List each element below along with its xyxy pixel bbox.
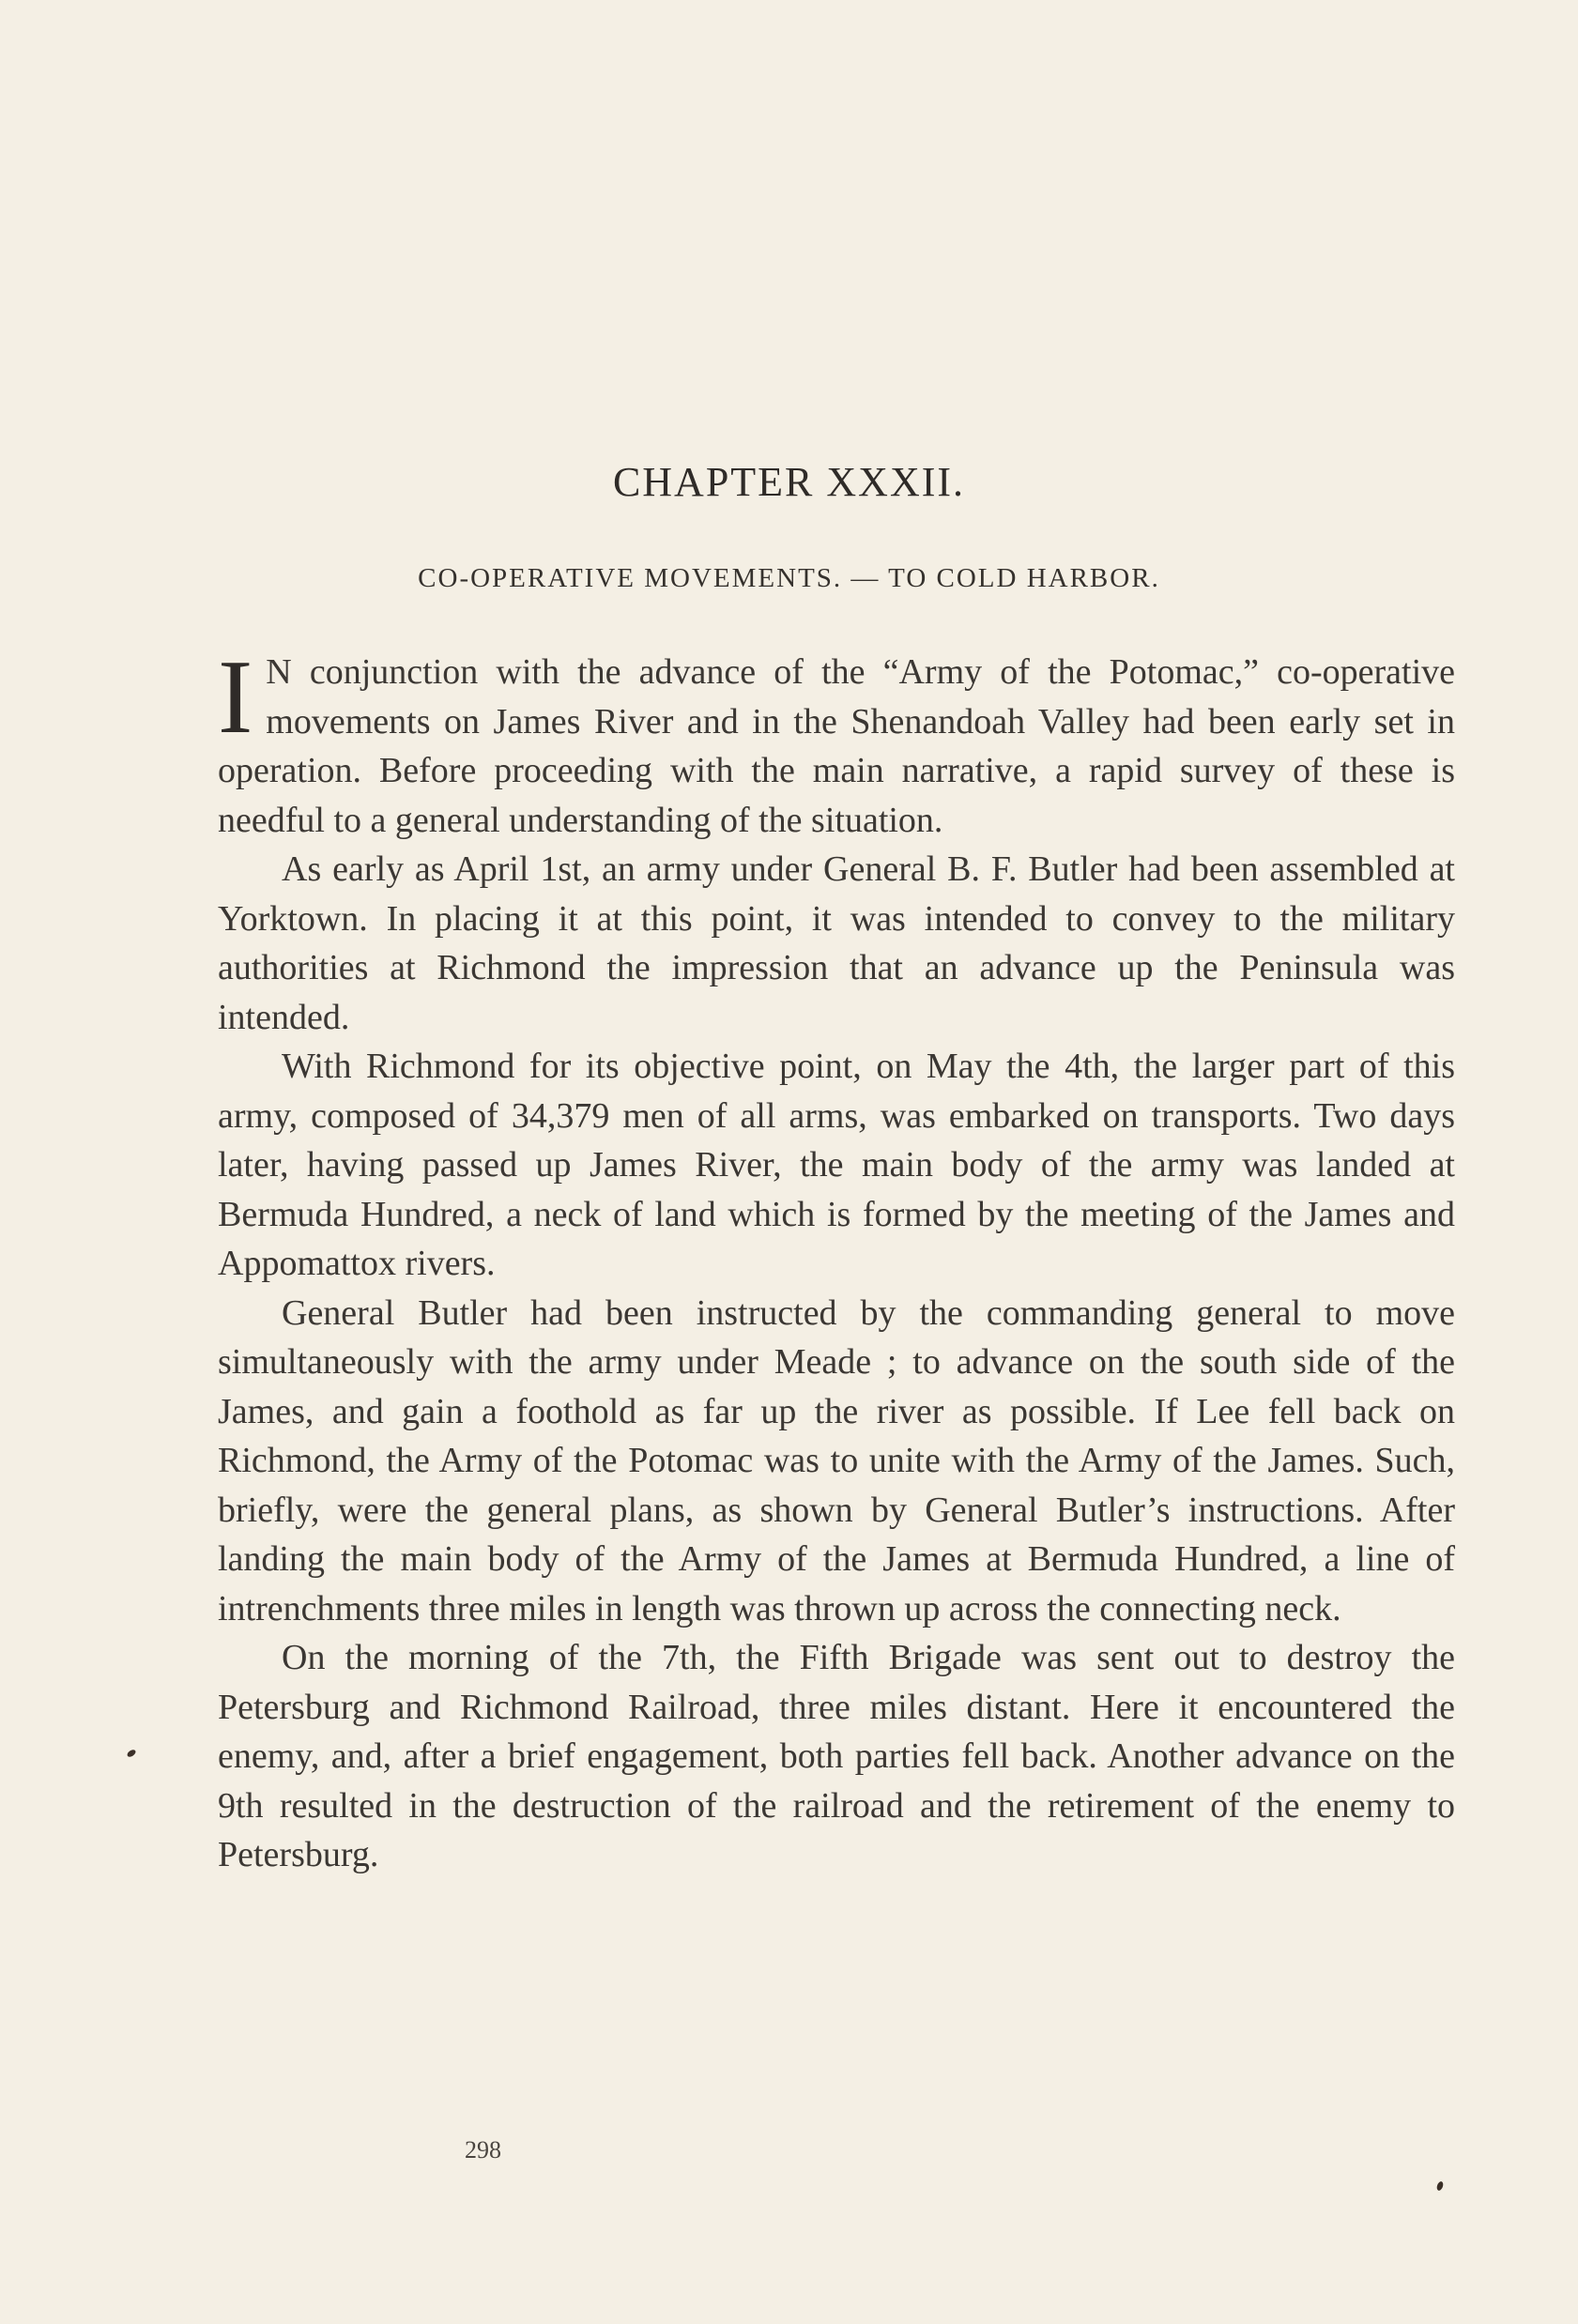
ink-speck-left-mark (126, 1749, 137, 1759)
paragraph-1 (218, 639, 1455, 845)
ink-speck-right-mark (1435, 2180, 1444, 2191)
chapter-subtitle: CO-OPERATIVE MOVEMENTS. — TO COLD HARBOR. (418, 563, 1160, 593)
body-text (218, 639, 1455, 1880)
paragraph-2: As early as April 1st, an army under General B. F. Butler had been assembled at Yorktown. In placing it at this point, it was intended to convey to the military authorities at Richmond the impression that an advance up the Peninsula was intended. (218, 849, 1455, 1037)
chapter-title: CHAPTER XXXII. (612, 459, 966, 505)
ink-speck-left (125, 1748, 138, 1759)
page-number: 298 (465, 2136, 501, 2163)
drop-cap: I (218, 639, 253, 756)
ink-speck-right (1434, 2179, 1446, 2193)
paragraph-1-lead: N (266, 652, 292, 692)
paragraph-5: On the morning of the 7th, the Fifth Brigade was sent out to destroy the Petersburg and Richmond Railroad, three miles distant. Here it encountered the enemy, and, after a brief engagement, both parties fell back. Another advance on the 9th resulted in the destruction of the railroad and the retirement of the enemy to Petersburg. (218, 1638, 1455, 1874)
paragraph-4: General Butler had been instructed by the commanding general to move simultaneously with the army under Meade ; to advance on the south side of the James, and gain a foothold as far up the river as possible. If Lee fell back on Richmond, the Army of the Potomac was to unite with the Army of the James. Such, briefly, were the general plans, as shown by General Butler’s instructions. After landing the main body of the Army of the James at Bermuda Hundred, a line of intrenchments three miles in length was thrown up across the connecting neck. (218, 1292, 1455, 1628)
paragraph-1-text: conjunction with the advance of the “Army of the Potomac,” co-operative movements on James River and in the Shenandoah Valley had been early set in operation. Before proceeding with the main narrative, a rapid survey of these is needful to a general understanding of the situation. (218, 652, 1455, 840)
paragraph-3: With Richmond for its objective point, on May the 4th, the larger part of this army, composed of 34,379 men of all arms, was embarked on transports. Two days later, having passed up James River, the main body of the army was landed at Bermuda Hundred, a neck of land which is formed by the meeting of the James and Appomattox rivers. (218, 1047, 1455, 1283)
